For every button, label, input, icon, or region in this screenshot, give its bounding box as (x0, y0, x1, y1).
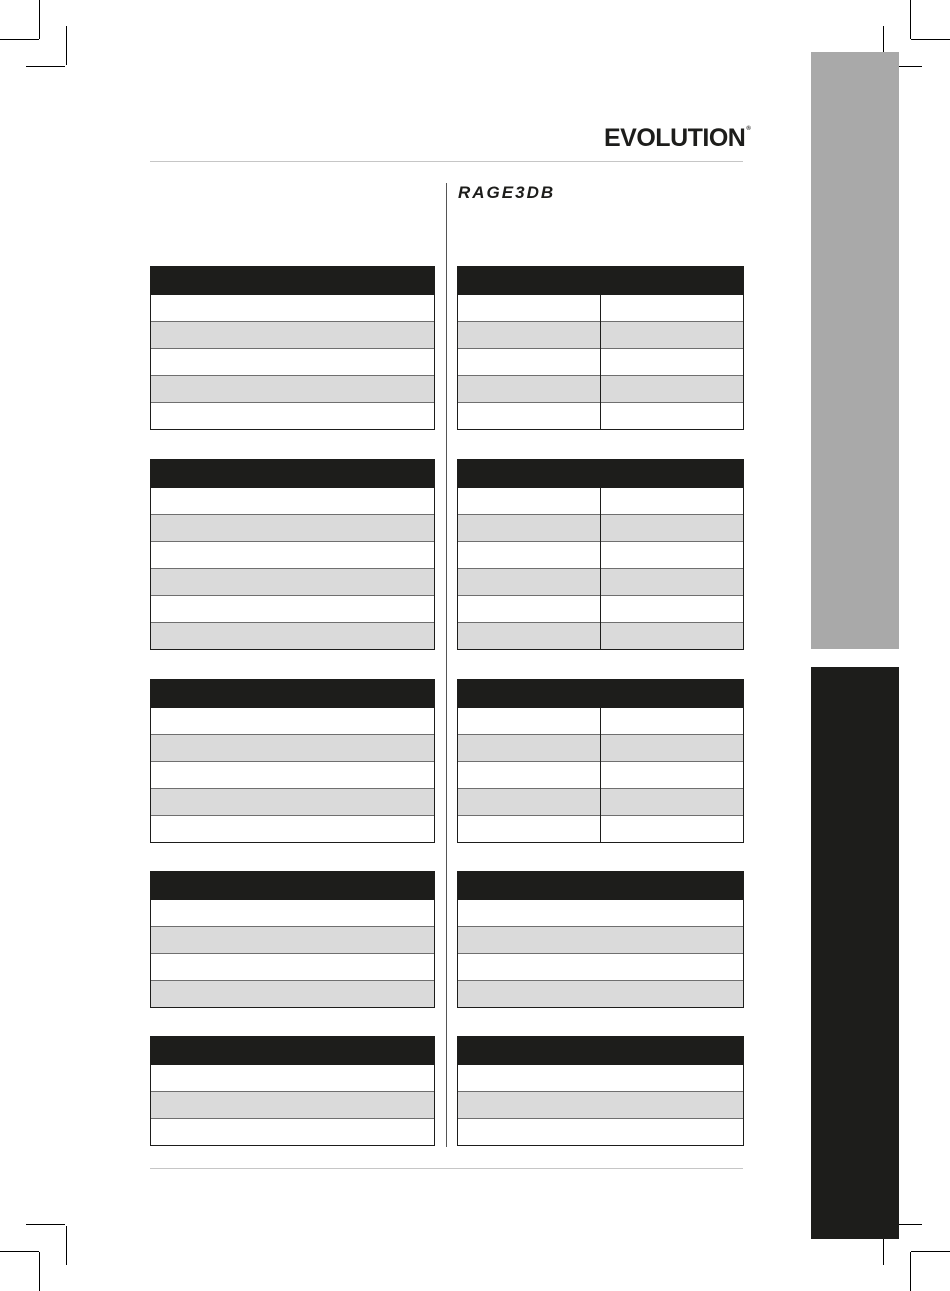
column-divider (446, 183, 447, 1147)
table-cell (458, 816, 601, 843)
table-row (151, 927, 435, 954)
crop-mark (0, 1251, 39, 1252)
table-cell (601, 816, 744, 843)
table-cell (601, 927, 744, 954)
table-header (151, 872, 435, 900)
table-cell (601, 488, 744, 515)
evolution-logo (604, 126, 750, 151)
side-tab-gray (811, 52, 899, 649)
table-cell (601, 623, 744, 650)
table-cell (601, 708, 744, 735)
spec-table-left-3 (150, 679, 435, 843)
table-header (458, 872, 744, 900)
table-cell (601, 403, 744, 430)
table-cell (458, 762, 601, 789)
rage-logo (458, 184, 555, 201)
table-header (151, 680, 435, 708)
table-cell (458, 1065, 601, 1092)
table-header (458, 680, 744, 708)
table-row (151, 708, 435, 735)
table-cell (458, 1119, 601, 1146)
table-cell (458, 488, 601, 515)
spec-table-right-5 (457, 1036, 744, 1146)
table-cell (601, 1092, 744, 1119)
table-row (151, 515, 435, 542)
table-cell (458, 403, 601, 430)
table-row (151, 623, 435, 650)
table-cell (458, 596, 601, 623)
spec-table-right-3 (457, 679, 744, 843)
footer-rule (150, 1168, 743, 1169)
table-cell (458, 1092, 601, 1119)
crop-mark (66, 26, 67, 65)
table-row (151, 542, 435, 569)
table-cell (458, 542, 601, 569)
table-row (151, 376, 435, 403)
table-header (458, 267, 744, 295)
table-cell (601, 376, 744, 403)
spec-table-right-1 (457, 266, 744, 430)
table-header (151, 267, 435, 295)
table-cell (458, 789, 601, 816)
table-cell (601, 789, 744, 816)
table-row (151, 762, 435, 789)
table-row (151, 349, 435, 376)
table-row (151, 816, 435, 843)
table-cell (601, 762, 744, 789)
crop-mark (911, 1251, 950, 1252)
table-cell (601, 515, 744, 542)
table-cell (458, 623, 601, 650)
crop-mark (66, 1226, 67, 1265)
crop-mark (26, 66, 65, 67)
crop-mark (910, 1252, 911, 1291)
table-cell (458, 322, 601, 349)
spec-table-left-5 (150, 1036, 435, 1146)
table-cell (458, 735, 601, 762)
evolution-logo-text: EVOLUTION (604, 124, 746, 152)
trademark-symbol: ® (746, 126, 751, 132)
table-cell (458, 708, 601, 735)
table-cell (601, 1119, 744, 1146)
table-cell (458, 900, 601, 927)
table-row (151, 322, 435, 349)
crop-mark (39, 1252, 40, 1291)
table-cell (458, 981, 601, 1008)
table-cell (601, 954, 744, 981)
crop-mark (26, 1224, 65, 1225)
table-row (151, 403, 435, 430)
table-cell (458, 349, 601, 376)
table-row (151, 1092, 435, 1119)
crop-mark (0, 39, 39, 40)
table-row (151, 954, 435, 981)
crop-mark (910, 0, 911, 39)
table-row (151, 789, 435, 816)
crop-mark (911, 39, 950, 40)
table-row (151, 1065, 435, 1092)
table-row (151, 596, 435, 623)
table-row (151, 1119, 435, 1146)
table-row (151, 488, 435, 515)
table-row (151, 569, 435, 596)
table-header (458, 1037, 744, 1065)
table-row (151, 295, 435, 322)
table-cell (601, 900, 744, 927)
table-row (151, 900, 435, 927)
table-row (151, 981, 435, 1008)
table-row (151, 735, 435, 762)
table-cell (458, 515, 601, 542)
table-cell (458, 376, 601, 403)
spec-table-left-2 (150, 459, 435, 650)
table-header (151, 1037, 435, 1065)
table-cell (458, 954, 601, 981)
spec-table-right-2 (457, 459, 744, 650)
table-cell (601, 1065, 744, 1092)
table-cell (601, 322, 744, 349)
table-header (151, 460, 435, 488)
spec-table-right-4 (457, 871, 744, 1008)
table-cell (601, 735, 744, 762)
side-tab-black (811, 667, 899, 1239)
table-cell (601, 981, 744, 1008)
table-cell (458, 927, 601, 954)
spec-table-left-4 (150, 871, 435, 1008)
rage-logo-text: RAGE3DB (458, 183, 556, 202)
header-rule (150, 161, 743, 162)
spec-table-left-1 (150, 266, 435, 430)
table-header (458, 460, 744, 488)
table-cell (458, 295, 601, 322)
table-cell (601, 349, 744, 376)
crop-mark (39, 0, 40, 39)
table-cell (601, 295, 744, 322)
table-cell (601, 569, 744, 596)
table-cell (601, 542, 744, 569)
table-cell (458, 569, 601, 596)
table-cell (601, 596, 744, 623)
